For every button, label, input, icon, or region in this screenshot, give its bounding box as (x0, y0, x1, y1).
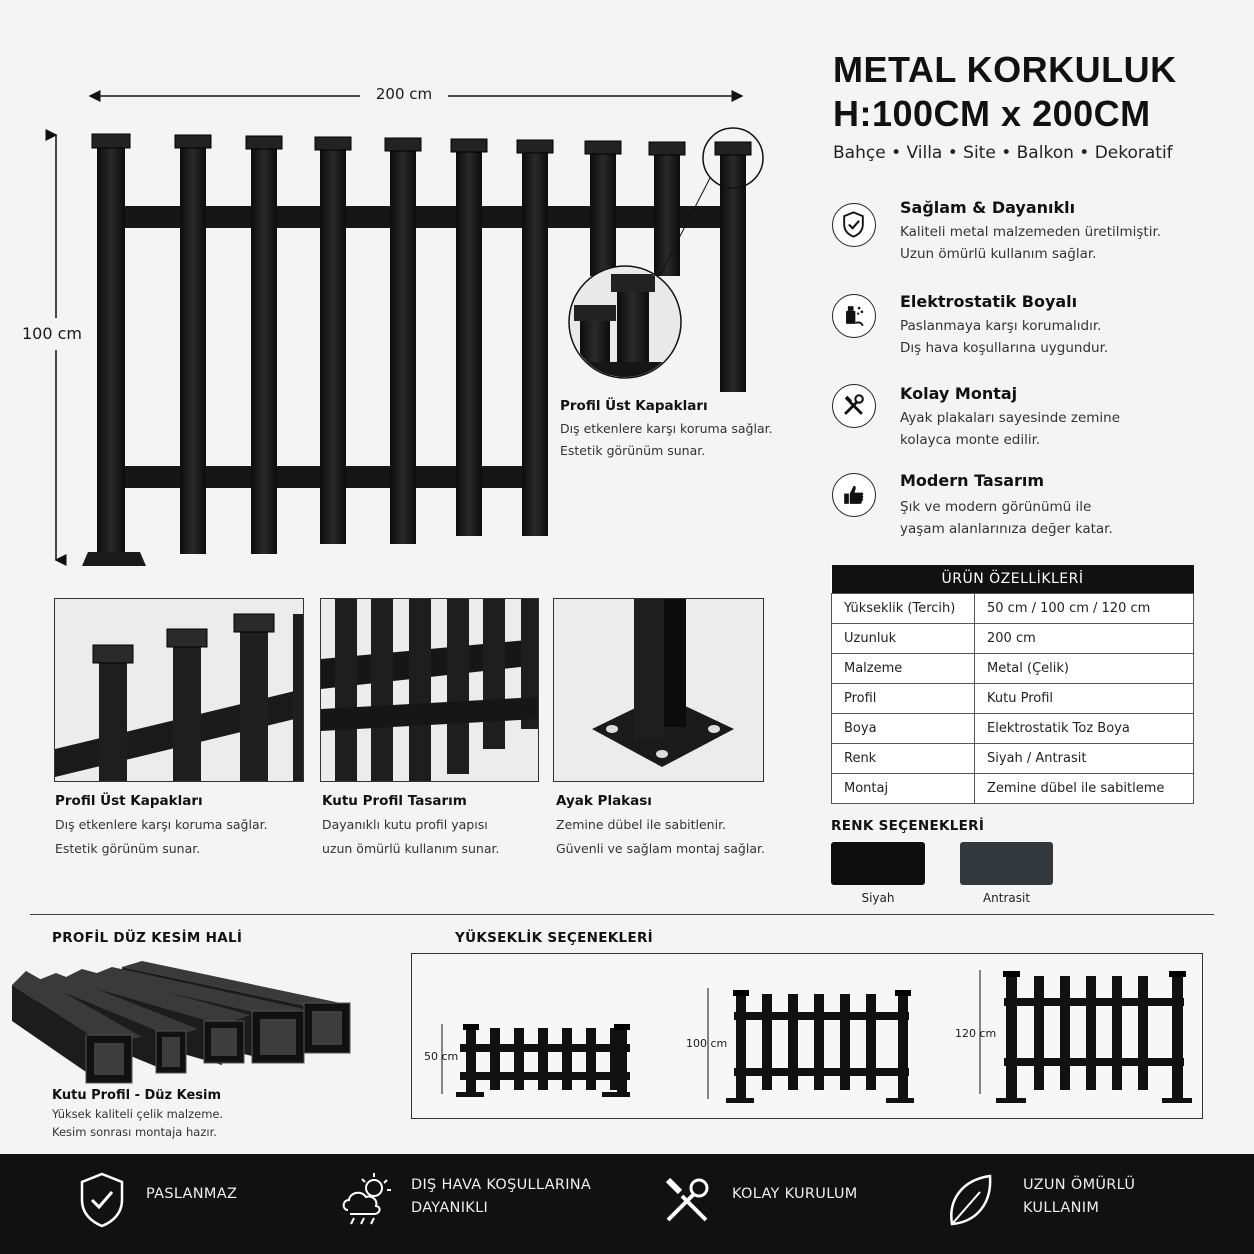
bottom-feature-line1: DIŞ HAVA KOŞULLARINA (411, 1177, 592, 1193)
main-fence-illustration (0, 60, 800, 590)
height-option-label: 50 cm (424, 1050, 459, 1063)
bottom-feature-line1: PASLANMAZ (146, 1186, 238, 1202)
detail-caption-title: Kutu Profil Tasarım (322, 793, 467, 809)
color-swatch-label: Siyah (861, 891, 895, 905)
profile-cut-title: PROFİL DÜZ KESİM HALİ (52, 930, 243, 946)
color-swatch-anthracite[interactable] (960, 842, 1053, 885)
spec-label: Montaj (832, 774, 975, 804)
table-row (832, 624, 1194, 654)
detail-caption-line2: Güvenli ve sağlam montaj sağlar. (556, 841, 765, 856)
spec-label: Renk (832, 744, 975, 774)
tools-icon (832, 384, 876, 428)
profile-cut-illustration (12, 955, 352, 1085)
subtitle: Bahçe • Villa • Site • Balkon • Dekoratif (833, 143, 1173, 163)
detail-caption-title: Profil Üst Kapakları (55, 793, 203, 809)
height-fence-illustrations (412, 954, 1204, 1120)
detail-caption-line1: Dayanıklı kutu profil yapısı (322, 817, 488, 832)
feature-title: Sağlam & Dayanıklı (900, 198, 1076, 217)
feature-line1: Kaliteli metal malzemeden üretilmiştir. (900, 224, 1162, 240)
spec-table-header: ÜRÜN ÖZELLİKLERİ (832, 565, 1194, 594)
fence-100cm (708, 988, 914, 1103)
height-dimension-label: 100 cm (22, 324, 83, 343)
spec-value: Siyah / Antrasit (975, 744, 1194, 774)
callout-text (560, 398, 773, 462)
profile-cut-line2: Kesim sonrası montaja hazır. (52, 1125, 217, 1139)
shield-check-icon (832, 203, 876, 247)
spec-label: Uzunluk (832, 624, 975, 654)
spec-value: Metal (Çelik) (975, 654, 1194, 684)
table-row (832, 744, 1194, 774)
height-option-label: 120 cm (955, 1027, 997, 1040)
title-line-2: H:100CM x 200CM (833, 93, 1151, 134)
fence-50cm (442, 1024, 630, 1097)
table-row (832, 594, 1194, 624)
color-swatch-label: Antrasit (982, 891, 1031, 905)
feature-line1: Ayak plakaları sayesinde zemine (900, 410, 1121, 426)
detail-caption (55, 793, 268, 861)
spec-label: Yükseklik (Tercih) (832, 594, 975, 624)
bottom-feature-bar (0, 1154, 1254, 1254)
width-dimension-label: 200 cm (375, 85, 433, 103)
detail-caption-line1: Zemine dübel ile sabitlenir. (556, 817, 727, 832)
bottom-feature-line1: KOLAY KURULUM (732, 1186, 858, 1202)
feature-line1: Paslanmaya karşı korumalıdır. (900, 318, 1102, 334)
table-row (832, 654, 1194, 684)
feature-line2: Uzun ömürlü kullanım sağlar. (900, 246, 1097, 262)
callout-line2: Estetik görünüm sunar. (560, 443, 706, 458)
feature-line2: Dış hava koşullarına uygundur. (900, 340, 1109, 356)
profile-cut-caption (52, 1088, 223, 1141)
feature-title: Modern Tasarım (900, 471, 1045, 490)
spec-label: Boya (832, 714, 975, 744)
spec-label: Profil (832, 684, 975, 714)
feature-title: Elektrostatik Boyalı (900, 292, 1078, 311)
fence-120cm (980, 970, 1192, 1103)
detail-photo-caps (54, 598, 304, 782)
profile-cut-line1: Yüksek kaliteli çelik malzeme. (52, 1107, 224, 1121)
height-option-label: 100 cm (686, 1037, 728, 1050)
height-options-title: YÜKSEKLİK SEÇENEKLERİ (455, 930, 653, 946)
detail-caption-title: Ayak Plakası (556, 793, 652, 809)
detail-caption-line2: uzun ömürlü kullanım sunar. (322, 841, 500, 856)
title-line-1: METAL KORKULUK (833, 49, 1177, 90)
thumbs-up-icon (832, 473, 876, 517)
feature-title: Kolay Montaj (900, 384, 1018, 403)
detail-caption (556, 793, 765, 861)
tools-icon (660, 1170, 716, 1234)
detail-photo-base-plate (553, 598, 764, 782)
feature-line1: Şık ve modern görünümü ile (900, 499, 1092, 515)
detail-caption-line1: Dış etkenlere karşı koruma sağlar. (55, 817, 268, 832)
detail-caption-line2: Estetik görünüm sunar. (55, 841, 201, 856)
detail-photo-box-profile (320, 598, 539, 782)
callout-line1: Dış etkenlere karşı koruma sağlar. (560, 421, 773, 436)
shield-check-icon (76, 1170, 128, 1234)
feature-line2: kolayca monte edilir. (900, 432, 1041, 448)
weather-icon (338, 1170, 396, 1234)
table-row (832, 774, 1194, 804)
height-options-panel (411, 953, 1203, 1119)
feature-line2: yaşam alanlarınıza değer katar. (900, 521, 1113, 537)
spec-value: 200 cm (975, 624, 1194, 654)
bottom-feature-line1: UZUN ÖMÜRLÜ (1023, 1177, 1136, 1193)
bottom-feature-line2: KULLANIM (1023, 1200, 1100, 1216)
spec-value: Elektrostatik Toz Boya (975, 714, 1194, 744)
table-row (832, 684, 1194, 714)
profile-cut-caption-title: Kutu Profil - Düz Kesim (52, 1088, 222, 1103)
spec-label: Malzeme (832, 654, 975, 684)
detail-caption (322, 793, 499, 861)
callout-title: Profil Üst Kapakları (560, 398, 708, 414)
spec-table (831, 565, 1194, 804)
color-options-title: RENK SEÇENEKLERİ (831, 818, 985, 834)
color-swatch-black[interactable] (831, 842, 925, 885)
spec-value: Zemine dübel ile sabitleme (975, 774, 1194, 804)
spec-value: Kutu Profil (975, 684, 1194, 714)
paint-spray-icon (832, 294, 876, 338)
section-divider (30, 914, 1214, 915)
leaf-icon (944, 1170, 996, 1234)
bottom-feature-line2: DAYANIKLI (411, 1200, 489, 1216)
table-row (832, 714, 1194, 744)
spec-value: 50 cm / 100 cm / 120 cm (975, 594, 1194, 624)
